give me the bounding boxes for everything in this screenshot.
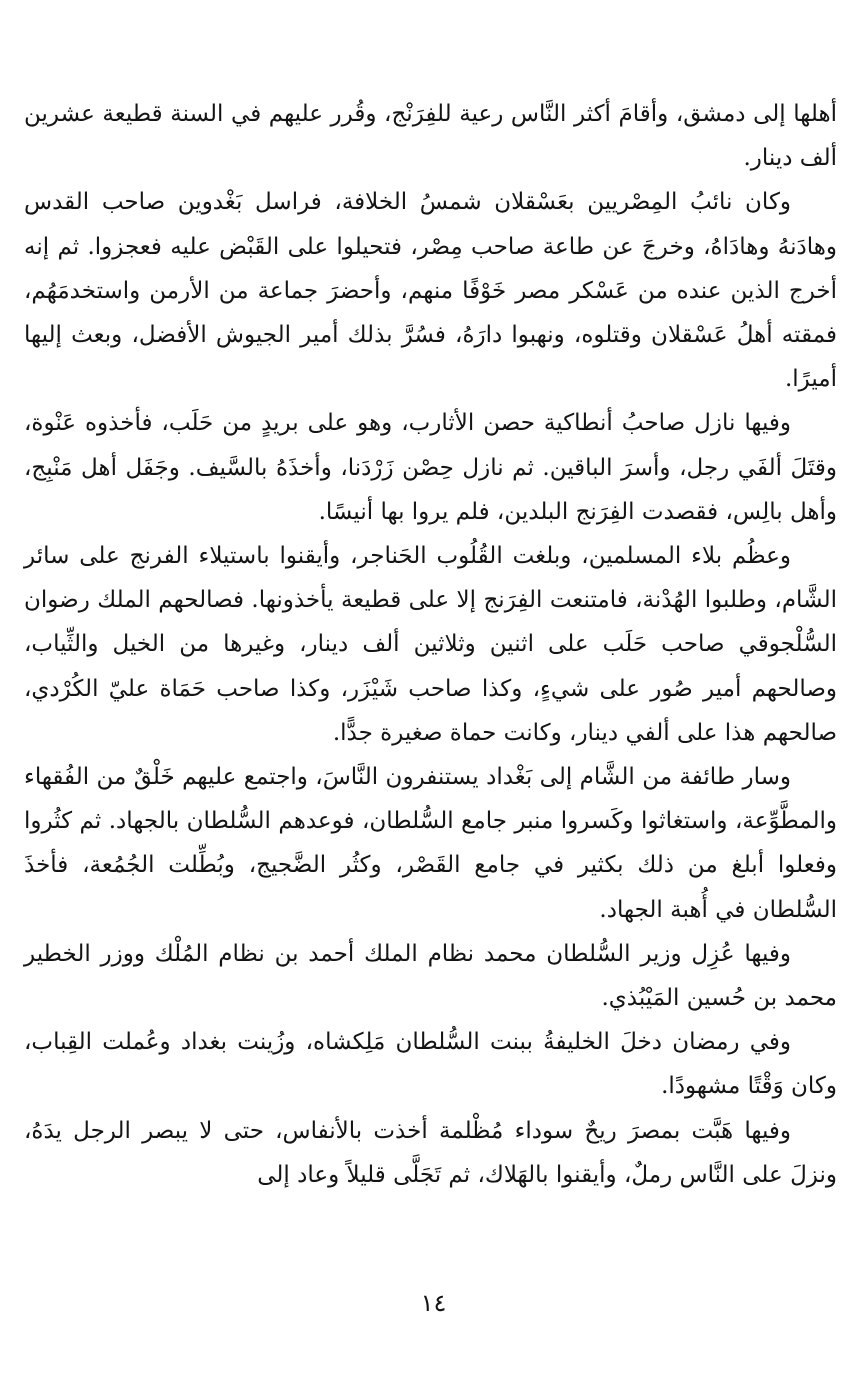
paragraph: وكان نائبُ المِصْريين بعَسْقلان شمسُ الخلافة، فراسل بَغْدوين صاحب القدس وهادَنهُ وهادَاهُ، وخرجَ عن طاعة صاحب مِصْر، فتحيلوا على القَبْض عليه فعجزوا. ثم إنه أخرج الذين عنده من عَسْكر مصر خَوْفًا منهم، وأحضرَ جماعة من الأرمن واستخدمَهُم، فمقته أهلُ عَسْقلان وقتلوه، ونهبوا دارَهُ، فسُرَّ بذلك أمير الجيوش الأفضل، وبعث إليها أميرًا. (24, 189, 837, 393)
body-text (24, 92, 837, 1197)
paragraph: وفيها عُزِل وزير السُّلطان محمد نظام الملك أحمد بن نظام المُلْك ووزر الخطير محمد بن حُسين المَيْبُذي. (24, 940, 837, 1012)
paragraph: وفي رمضان دخلَ الخليفةُ ببنت السُّلطان مَلِكشاه، وزُينت بغداد وعُملت القِباب، وكان وَقْتًا مشهودًا. (24, 1029, 837, 1100)
paragraph: وعظُم بلاء المسلمين، وبلغت القُلُوب الحَناجر، وأيقنوا باستيلاء الفرنج على سائر الشَّام، وطلبوا الهُدْنة، فامتنعت الفِرَنج إلا على قطيعة يأخذونها. فصالحهم الملك رضوان السُّلْجوقي صاحب حَلَب على اثنين وثلاثين ألف دينار، وغيرها من الخيل والثِّياب، وصالحهم أمير صُور على شيءٍ، وكذا صاحب شَيْزَر، وكذا صاحب حَمَاة عليّ الكُرْدي، صالحهم هذا على ألفي دينار، وكانت حماة صغيرة جدًّا. (24, 543, 837, 746)
paragraph: وفيها نازل صاحبُ أنطاكية حصن الأثارب، وهو على بريدٍ من حَلَب، فأخذوه عَنْوة، وقتَلَ ألفَي رجل، وأسرَ الباقين. ثم نازل حِصْن زَرْدَنا، وأخذَهُ بالسَّيف. وجَفَل أهل مَنْبِج، وأهل بالِس، فقصدت الفِرَنج البلدين، فلم يروا بها أنيسًا. (24, 410, 837, 525)
page-number: ١٤ (420, 1289, 447, 1317)
paragraph: وفيها هَبَّت بمصرَ ريحٌ سوداء مُظْلمة أخذت بالأنفاس، حتى لا يبصر الرجل يدَهُ، ونزلَ على النَّاس رملٌ، وأيقنوا بالهَلاك، ثم تَجَلَّى قليلاً وعاد إلى (24, 1117, 837, 1188)
paragraph: أهلها إلى دمشق، وأقامَ أكثر النَّاس رعية للفِرَنْج، وقُرر عليهم في السنة قطيعة عشرين ألف دينار. (24, 101, 837, 172)
paragraph: وسار طائفة من الشَّام إلى بَغْداد يستنفرون النَّاسَ، واجتمع عليهم خَلْقٌ من الفُقهاء والمطَّوِّعة، واستغاثوا وكَسروا منبر جامع السُّلطان، فوعدهم السُّلطان بالجهاد. ثم كثُروا وفعلوا أبلغ من ذلك بكثير في جامع القَصْر، وكثُر الضَّجيج، وبُطِّلت الجُمُعة، فأخذَ السُّلطان في أُهبة الجهاد. (24, 764, 837, 923)
